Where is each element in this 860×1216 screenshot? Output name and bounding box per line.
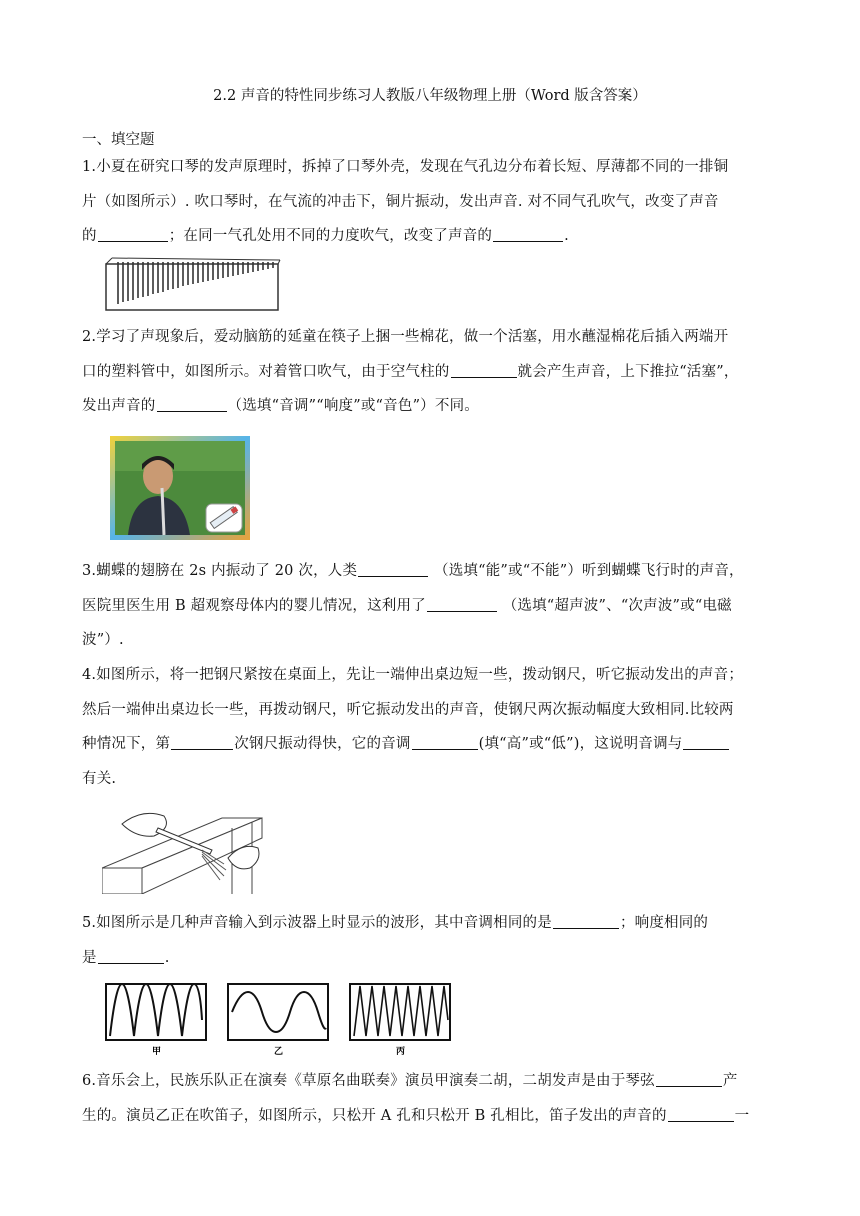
question-6 [82,1064,782,1133]
answer-blank[interactable] [656,1071,722,1087]
question-3 [82,554,782,658]
q2-line-3: 发出声音的 （选填“音调”“响度”或“音色”）不同。 [82,389,782,424]
q6-line-1: 6.音乐会上，民族乐队正在演奏《草原名曲联奏》演员甲演奏二胡，二胡发声是由于琴弦 产 [82,1064,782,1099]
question-4 [82,658,782,797]
answer-blank[interactable] [683,734,729,750]
answer-blank[interactable] [157,396,227,412]
q3-line-3: 波”）. [82,632,124,649]
wave-label-c: 丙 [396,1047,406,1056]
q1-line-2: 片（如图所示）. 吹口琴时，在气流的冲击下，铜片振动，发出声音. 对不同气孔吹气，改变了声音 [82,193,719,210]
answer-blank[interactable] [553,913,619,929]
oscilloscope-waveforms-figure [102,980,462,1056]
answer-blank[interactable] [668,1105,734,1121]
answer-blank[interactable] [412,734,478,750]
wave-label-b: 乙 [274,1047,284,1056]
answer-blank[interactable] [493,226,563,242]
q2-line-2: 口的塑料管中，如图所示。对着管口吹气，由于空气柱的 就会产生声音，上下推拉“活塞”， [82,355,782,390]
q4-line-2: 然后一端伸出桌边长一些，再拨动钢尺，听它振动发出的声音，使钢尺两次振动幅度大致相同.比较两 [82,701,734,718]
q5-line-1: 5.如图所示是几种声音输入到示波器上时显示的波形，其中音调相同的是 ；响度相同的 [82,906,782,941]
q3-line-1: 3.蝴蝶的翅膀在 2s 内振动了 20 次，人类 （选填“能”或“不能”）听到蝴蝶飞行时的声音， [82,554,782,589]
document-title: 2.2 声音的特性同步练习人教版八年级物理上册（Word 版含答案） [213,88,647,104]
boy-blowing-tube-photo [110,436,250,540]
answer-blank[interactable] [171,734,233,750]
answer-blank[interactable] [358,561,428,577]
q4-line-1: 4.如图所示，将一把钢尺紧按在桌面上，先让一端伸出桌边短一些，拨动钢尺，听它振动发出的声音； [82,667,744,683]
answer-blank[interactable] [98,226,168,242]
q3-line-2: 医院里医生用 B 超观察母体内的婴儿情况，这利用了 （选填“超声波”、“次声波”或“电磁 [82,589,782,624]
answer-blank[interactable] [451,361,517,377]
harmonica-reeds-figure [104,256,282,314]
question-5 [82,906,782,975]
question-2 [82,320,782,424]
q4-line-3: 种情况下，第 次钢尺振动得快，它的音调 (填“高”或“低”)，这说明音调与 [82,727,782,762]
wave-label-a: 甲 [152,1047,162,1056]
section-heading: 一、填空题 [82,132,155,148]
q1-line-1: 1.小夏在研究口琴的发声原理时，拆掉了口琴外壳，发现在气孔边分布着长短、厚薄都不同的一排铜 [82,159,729,175]
q5-line-2: 是 . [82,941,782,976]
q2-line-1: 2.学习了声现象后，爱动脑筋的延童在筷子上捆一些棉花，做一个活塞，用水蘸湿棉花后插入两端开 [82,329,729,345]
answer-blank[interactable] [427,595,497,611]
answer-blank[interactable] [98,947,164,963]
q1-line-3: 的 ；在同一气孔处用不同的力度吹气，改变了声音的 . [82,219,782,254]
steel-ruler-on-table-figure [102,798,272,894]
q4-line-4: 有关. [82,771,117,788]
question-1 [82,150,782,254]
q6-line-2: 生的。演员乙正在吹笛子，如图所示，只松开 A 孔和只松开 B 孔相比，笛子发出的声音的 一 [82,1099,782,1134]
